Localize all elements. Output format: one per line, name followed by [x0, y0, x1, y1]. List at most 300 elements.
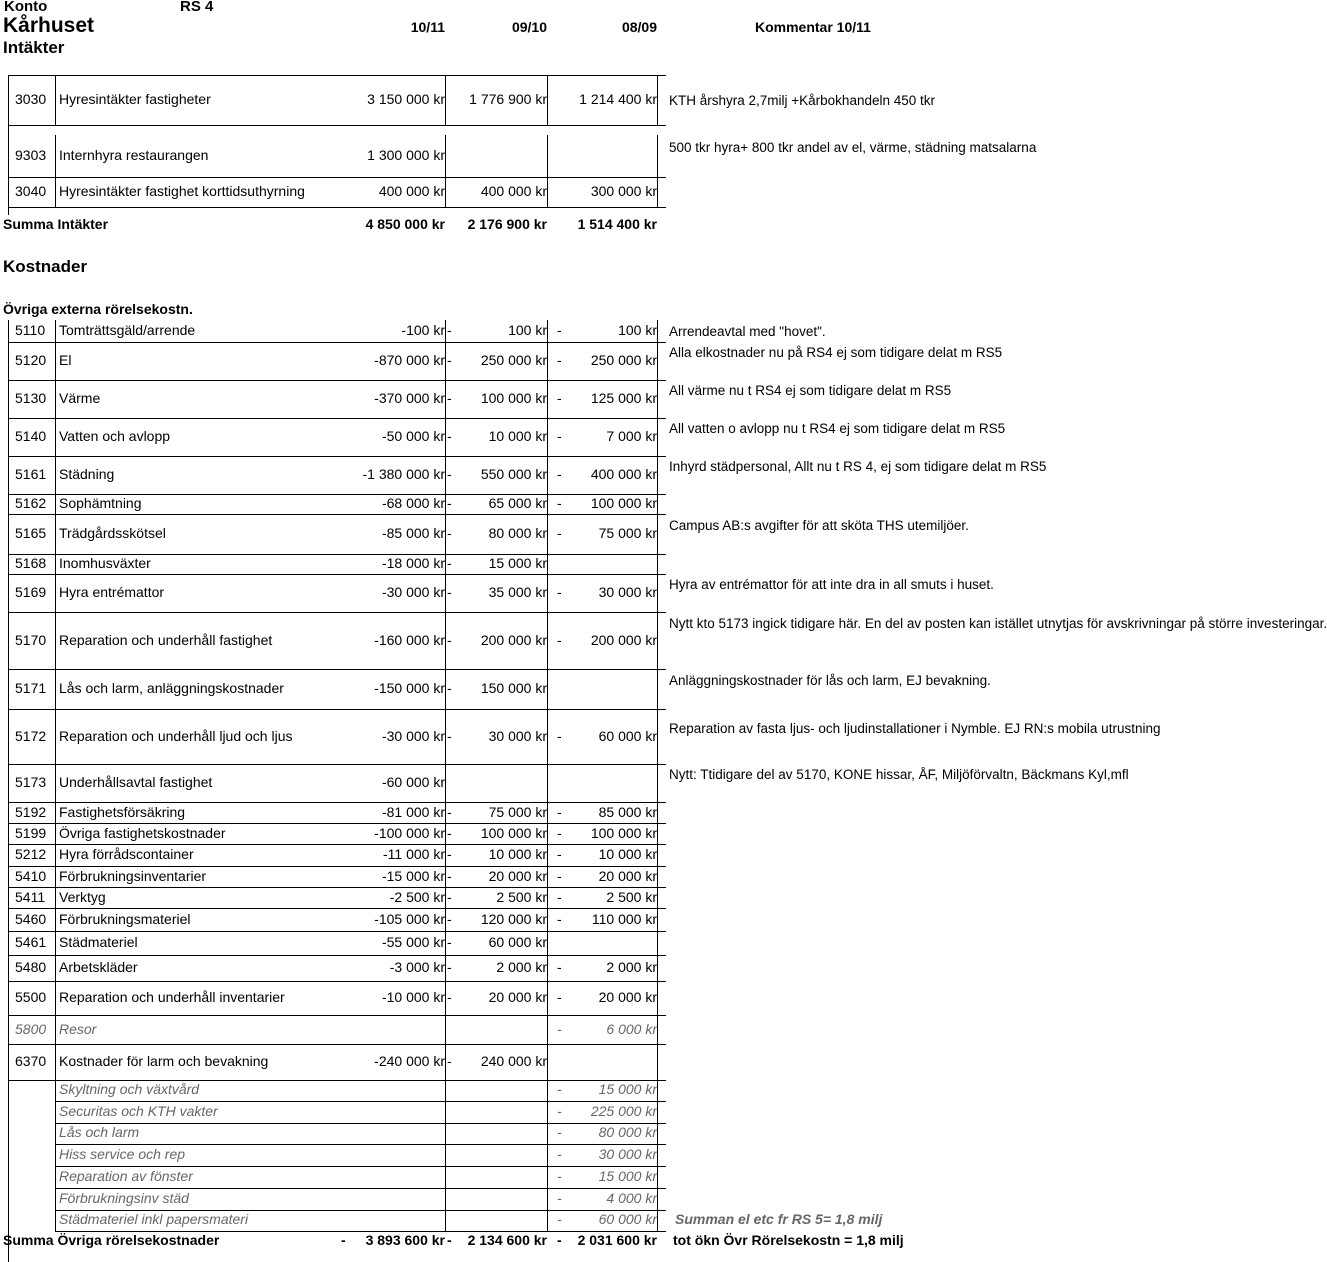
table-row: [0, 320, 960, 342]
cell-v2: 1 776 900 kr: [469, 91, 547, 107]
grid-line: [55, 931, 56, 955]
konto-label: Konto: [4, 0, 48, 15]
costs-total-dash2: -: [557, 1232, 562, 1248]
cell-d1: -: [447, 555, 452, 571]
legacy-name: Förbrukningsinv städ: [59, 1189, 189, 1206]
grid-line: [547, 554, 548, 574]
table-row: [0, 844, 960, 866]
legacy-row: [0, 1145, 960, 1166]
grid-line: [445, 75, 446, 125]
cell-v3: 85 000 kr: [598, 803, 657, 820]
legacy-value: 15 000 kr: [598, 1081, 657, 1097]
grid-line: [547, 380, 548, 418]
grid-line: [657, 342, 658, 380]
grid-line: [657, 802, 658, 823]
grid-line: [547, 135, 548, 177]
table-row: [0, 866, 960, 887]
income-total-label: Summa Intäkter: [3, 216, 109, 232]
cell-v1: -11 000 kr: [383, 846, 445, 862]
cell-v2: 75 000 kr: [488, 803, 547, 820]
cell-name: Tomträttsgäld/arrende: [59, 322, 196, 338]
cell-code: 5170: [15, 631, 47, 648]
cell-name: El: [59, 352, 72, 368]
legacy-value: 15 000 kr: [598, 1167, 657, 1184]
grid-line: [547, 844, 548, 866]
cell-v3: 30 000 kr: [598, 584, 657, 600]
cell-v2: 35 000 kr: [488, 584, 547, 600]
grid-line: [547, 612, 548, 669]
legacy-name: Städmateriel inkl papersmateri: [59, 1211, 249, 1228]
grid-line: [55, 418, 56, 456]
grid-line: [657, 1167, 658, 1188]
grid-line: [657, 823, 658, 844]
cell-name: Värme: [59, 390, 101, 406]
cell-name: Förbrukningsmateriel: [59, 910, 191, 927]
grid-line: [55, 823, 56, 844]
table-row: [0, 418, 1006, 456]
grid-line: [445, 931, 446, 955]
cell-d1: -: [447, 631, 452, 648]
cell-code: 5500: [15, 989, 47, 1005]
legacy-row: [0, 1189, 960, 1210]
table-row: [0, 554, 960, 574]
income-total-row: [0, 214, 960, 234]
grid-line: [55, 1167, 56, 1188]
grid-line: [657, 418, 658, 456]
cell-name: Resor: [59, 1020, 97, 1037]
grid-line: [657, 844, 658, 866]
grid-line: [547, 342, 548, 380]
grid-line: [445, 494, 446, 514]
cell-code: 5192: [15, 803, 47, 820]
cell-v2: 150 000 kr: [480, 680, 547, 696]
grid-line: [547, 931, 548, 955]
cell-name: Hyresintäkter fastighet korttidsuthyrning: [59, 183, 305, 199]
cell-d2: -: [557, 959, 562, 975]
grid-line: [547, 177, 548, 207]
grid-line: [445, 1167, 446, 1188]
costs-total-dash0: -: [341, 1232, 346, 1248]
cell-code: 5110: [15, 322, 46, 338]
grid-line: [657, 955, 658, 981]
grid-line: [445, 908, 446, 931]
cell-d1: -: [447, 584, 452, 600]
grid-line: [55, 1210, 56, 1231]
cell-d1: -: [447, 959, 452, 975]
grid-line: [55, 514, 56, 554]
cell-v3: 100 kr: [618, 322, 657, 338]
cell-d2: -: [557, 846, 562, 862]
cell-v3: 110 000 kr: [591, 910, 657, 927]
cell-v3: 7 000 kr: [606, 428, 657, 444]
cell-v2: 200 000 kr: [480, 631, 547, 648]
cell-v1: 3 150 000 kr: [367, 91, 445, 107]
cell-code: 6370: [15, 1053, 47, 1069]
cell-d2: -: [557, 390, 562, 406]
cell-code: 5171: [15, 680, 47, 696]
cell-v3: 400 000 kr: [590, 466, 657, 482]
cell-code: 5130: [15, 390, 47, 406]
cell-v2: 250 000 kr: [480, 352, 547, 368]
grid-line: [657, 554, 658, 574]
grid-line: [445, 669, 446, 709]
grid-line: [547, 320, 548, 342]
grid-line: [547, 709, 548, 764]
cell-v3: 75 000 kr: [598, 525, 657, 541]
grid-line: [657, 1044, 658, 1080]
cell-v1: -30 000 kr: [381, 584, 445, 600]
grid-line: [55, 135, 56, 177]
cell-v2: 80 000 kr: [488, 525, 547, 541]
cell-d2: -: [557, 867, 562, 884]
cell-v1: -55 000 kr: [381, 934, 445, 950]
cell-comment: Nytt: Ttidigare del av 5170, KONE hissar, ÅF, Miljöförvaltn, Bäckmans Kyl,mfl: [669, 767, 1129, 782]
cell-d2: -: [557, 803, 562, 820]
cell-v3: 20 000 kr: [598, 867, 657, 884]
grid-line: [55, 380, 56, 418]
grid-line: [547, 887, 548, 908]
grid-line: [657, 764, 658, 802]
legacy-row: [0, 1210, 960, 1231]
grid-line: [445, 514, 446, 554]
column-header: 09/10: [511, 19, 547, 35]
grid-line: [55, 981, 56, 1015]
cell-name: Hyresintäkter fastigheter: [59, 91, 211, 107]
cell-d1: -: [447, 1053, 452, 1069]
cell-d1: -: [447, 888, 452, 905]
grid-line: [657, 1080, 658, 1101]
table-row: [0, 1015, 960, 1044]
cell-v2: 10 000 kr: [488, 428, 547, 444]
table-row: [0, 177, 960, 207]
cell-v3: 2 000 kr: [606, 959, 657, 975]
cell-v2: 100 000 kr: [480, 824, 547, 841]
cell-name: Förbrukningsinventarier: [59, 867, 207, 884]
cell-comment: Hyra av entrémattor för att inte dra in all smuts i huset.: [669, 577, 994, 592]
cell-comment: All värme nu t RS4 ej som tidigare delat m RS5: [669, 383, 952, 398]
cell-d1: -: [447, 846, 452, 862]
grid-line: [55, 709, 56, 764]
grid-line: [445, 981, 446, 1015]
cell-d2: -: [557, 631, 562, 648]
table-row: [0, 908, 960, 931]
cell-v3: 125 000 kr: [590, 390, 657, 406]
cell-v2: 400 000 kr: [480, 183, 547, 199]
cell-code: 5169: [15, 584, 47, 600]
legacy-value: 60 000 kr: [598, 1211, 657, 1228]
cell-d2: -: [557, 525, 562, 541]
cell-comment: All vatten o avlopp nu t RS4 ej som tidigare delat m RS5: [669, 421, 1006, 436]
grid-line: [55, 554, 56, 574]
grid-line: [547, 1044, 548, 1080]
cell-name: Städning: [59, 466, 115, 482]
grid-line: [657, 887, 658, 908]
table-row: [0, 669, 991, 709]
cell-d1: -: [447, 824, 452, 841]
cell-code: 5161: [15, 466, 47, 482]
cell-v1: -30 000 kr: [381, 727, 445, 744]
grid-line: [55, 456, 56, 494]
grid-line: [657, 1189, 658, 1210]
cell-name: Trädgårdsskötsel: [59, 525, 166, 541]
grid-line: [445, 1102, 446, 1123]
cell-name: Sophämtning: [59, 495, 142, 511]
grid-line: [445, 866, 446, 887]
costs-total-v3: 2 031 600 kr: [577, 1232, 657, 1248]
cell-v1: -68 000 kr: [381, 495, 445, 511]
grid-line: [55, 764, 56, 802]
cell-v1: -370 000 kr: [374, 390, 445, 406]
cell-d1: -: [447, 867, 452, 884]
cell-v3: 100 000 kr: [590, 824, 657, 841]
table-row: [0, 612, 1327, 669]
grid-line: [445, 418, 446, 456]
cell-code: 5460: [15, 910, 47, 927]
grid-line: [445, 1123, 446, 1144]
cell-v1: -10 000 kr: [381, 989, 445, 1005]
legacy-value: 225 000 kr: [590, 1102, 657, 1119]
cell-code: 5410: [15, 867, 47, 884]
grid-line: [547, 75, 548, 125]
cell-comment: Nytt kto 5173 ingick tidigare här. En del av posten kan istället utnytjas för avskrivningar på större investeringar.: [669, 616, 1327, 631]
cell-code: 3040: [15, 183, 47, 199]
legacy-dash: -: [557, 1211, 562, 1228]
grid-line: [55, 1015, 56, 1044]
cell-comment: Campus AB:s avgifter för att sköta THS utemiljöer.: [669, 518, 969, 533]
grid-line: [55, 75, 56, 125]
cell-d1: -: [447, 910, 452, 927]
cell-v1: -160 000 kr: [374, 631, 445, 648]
cell-code: 5461: [15, 934, 47, 950]
grid-line: [55, 887, 56, 908]
grid-line: [657, 981, 658, 1015]
table-row: [0, 955, 960, 981]
costs-total-comment: tot ökn Övr Rörelsekostn = 1,8 milj: [673, 1232, 904, 1248]
grid-line: [445, 574, 446, 612]
cell-v2: 550 000 kr: [480, 466, 547, 482]
table-row: [0, 764, 1129, 802]
cell-d2: -: [557, 584, 562, 600]
legacy-value: 4 000 kr: [606, 1189, 657, 1206]
cell-v2: 120 000 kr: [480, 910, 547, 927]
grid-line: [445, 612, 446, 669]
costs-total-v2: 2 134 600 kr: [467, 1232, 547, 1248]
legacy-value: 80 000 kr: [598, 1124, 657, 1141]
legacy-dash: -: [557, 1167, 562, 1184]
grid-line: [547, 669, 548, 709]
cell-name: Hyra entrémattor: [59, 584, 165, 600]
cell-code: 5162: [15, 495, 47, 511]
grid-line: [547, 1167, 548, 1188]
grid-line: [657, 612, 658, 669]
cell-code: 5172: [15, 727, 47, 744]
grid-line: [8, 207, 666, 208]
cell-d2: -: [557, 824, 562, 841]
cell-d1: -: [447, 989, 452, 1005]
grid-line: [445, 320, 446, 342]
grid-line: [657, 1145, 658, 1166]
legacy-row: [0, 1102, 960, 1123]
cell-code: 5120: [15, 352, 47, 368]
cell-v1: -150 000 kr: [374, 680, 445, 696]
cell-d2: -: [557, 466, 562, 482]
income-total-v2: 2 176 900 kr: [467, 216, 547, 232]
grid-line: [445, 1015, 446, 1044]
legacy-name: Hiss service och rep: [59, 1146, 186, 1163]
grid-line: [55, 669, 56, 709]
grid-line: [657, 669, 658, 709]
grid-line: [445, 135, 446, 177]
grid-line: [445, 380, 446, 418]
cell-name: Reparation och underhåll inventarier: [59, 989, 285, 1005]
grid-line: [547, 1145, 548, 1166]
cell-d2: -: [557, 910, 562, 927]
cell-d2: -: [557, 1020, 562, 1037]
cell-v1: -240 000 kr: [374, 1053, 445, 1069]
table-row: [0, 823, 960, 844]
grid-line: [55, 802, 56, 823]
cell-comment: KTH årshyra 2,7milj +Kårbokhandeln 450 tkr: [669, 92, 936, 108]
cell-code: 5140: [15, 428, 47, 444]
cell-v2: 20 000 kr: [488, 989, 547, 1005]
table-row: [0, 887, 960, 908]
legacy-row: [0, 1123, 960, 1144]
legacy-row: [0, 1080, 960, 1101]
cell-code: 3030: [15, 91, 47, 107]
grid-line: [657, 866, 658, 887]
costs-total-v1: 3 893 600 kr: [365, 1232, 445, 1248]
cell-d1: -: [447, 352, 452, 368]
grid-line: [547, 1189, 548, 1210]
cell-v1: -81 000 kr: [381, 803, 445, 820]
grid-line: [547, 866, 548, 887]
cell-code: 5199: [15, 824, 47, 841]
cell-v1: -100 000 kr: [374, 824, 445, 841]
grid-line: [445, 342, 446, 380]
table-row: [0, 494, 960, 514]
table-row: [0, 380, 960, 418]
cell-v2: 100 000 kr: [480, 390, 547, 406]
grid-line: [445, 764, 446, 802]
cell-v3: 300 000 kr: [590, 183, 657, 199]
cell-comment: Alla elkostnader nu på RS4 ej som tidigare delat m RS5: [669, 345, 1003, 360]
cell-v2: 2 000 kr: [496, 959, 547, 975]
cell-v1: -870 000 kr: [374, 352, 445, 368]
grid-line: [55, 955, 56, 981]
cell-v1: 400 000 kr: [378, 183, 445, 199]
grid-line: [657, 1210, 658, 1231]
grid-line: [445, 955, 446, 981]
cell-d1: -: [447, 934, 452, 950]
grid-line: [547, 1102, 548, 1123]
table-row: [0, 802, 960, 823]
table-row: [0, 931, 960, 955]
legacy-dash: -: [557, 1124, 562, 1141]
grid-line: [445, 1044, 446, 1080]
legacy-dash: -: [557, 1081, 562, 1097]
cell-name: Fastighetsförsäkring: [59, 803, 186, 820]
section-costs-subtitle: Övriga externa rörelsekostn.: [3, 301, 193, 317]
grid-line: [547, 1123, 548, 1144]
grid-line: [657, 931, 658, 955]
table-row: [0, 514, 969, 554]
cell-comment: Arrendeavtal med "hovet".: [669, 323, 826, 339]
grid-line: [657, 1102, 658, 1123]
grid-line: [445, 1210, 446, 1231]
table-row: [0, 135, 1037, 177]
cell-code: 5411: [15, 888, 46, 905]
cell-v1: -18 000 kr: [381, 555, 445, 571]
cell-v3: 1 214 400 kr: [579, 91, 657, 107]
cell-v1: -3 000 kr: [389, 959, 445, 975]
cell-name: Hyra förrådscontainer: [59, 846, 194, 862]
cell-d2: -: [557, 322, 562, 338]
cell-code: 5165: [15, 525, 47, 541]
grid-line: [547, 1210, 548, 1231]
cell-name: Lås och larm, anläggningskostnader: [59, 680, 284, 696]
cell-v2: 20 000 kr: [488, 867, 547, 884]
grid-line: [657, 456, 658, 494]
cell-name: Reparation och underhåll ljud och ljus: [59, 727, 293, 744]
section-costs-title: Kostnader: [3, 257, 88, 276]
grid-line: [55, 908, 56, 931]
legacy-comment: Summan el etc fr RS 5= 1,8 milj: [675, 1211, 883, 1228]
cell-name: Inomhusväxter: [59, 555, 151, 571]
legacy-dash: -: [557, 1102, 562, 1119]
cell-d1: -: [447, 322, 452, 338]
cell-v3: 200 000 kr: [590, 631, 657, 648]
grid-line: [8, 125, 666, 126]
cell-d1: -: [447, 727, 452, 744]
grid-line: [445, 709, 446, 764]
cell-v1: -100 kr: [401, 322, 445, 338]
cell-comment: Reparation av fasta ljus- och ljudinstallationer i Nymble. EJ RN:s mobila utrustning: [669, 720, 1161, 736]
cell-v1: -105 000 kr: [374, 910, 445, 927]
grid-line: [657, 380, 658, 418]
cell-d2: -: [557, 989, 562, 1005]
legacy-row: [0, 1167, 960, 1188]
cell-code: 5480: [15, 959, 47, 975]
grid-line: [55, 612, 56, 669]
grid-line: [657, 514, 658, 554]
cell-v3: 2 500 kr: [606, 888, 657, 905]
column-header: Kommentar 10/11: [755, 19, 871, 35]
cell-v2: 10 000 kr: [488, 846, 547, 862]
cell-v3: 10 000 kr: [598, 846, 657, 862]
cell-name: Övriga fastighetskostnader: [59, 824, 226, 841]
cell-v1: -60 000 kr: [381, 774, 445, 790]
cell-d1: -: [447, 428, 452, 444]
cell-d2: -: [557, 727, 562, 744]
page-title: Kårhuset: [3, 14, 95, 37]
cell-d1: -: [447, 390, 452, 406]
grid-line: [657, 75, 658, 125]
cell-v1: -1 380 000 kr: [362, 466, 445, 482]
cell-v2: 240 000 kr: [480, 1053, 547, 1069]
grid-line: [657, 908, 658, 931]
grid-line: [547, 955, 548, 981]
grid-line: [657, 494, 658, 514]
grid-line: [55, 1189, 56, 1210]
grid-line: [547, 823, 548, 844]
grid-line: [547, 514, 548, 554]
grid-line: [547, 456, 548, 494]
grid-line: [547, 418, 548, 456]
costs-total-dash1: -: [447, 1232, 452, 1248]
cell-v1: -50 000 kr: [381, 428, 445, 444]
grid-line: [55, 1145, 56, 1166]
grid-line: [547, 908, 548, 931]
